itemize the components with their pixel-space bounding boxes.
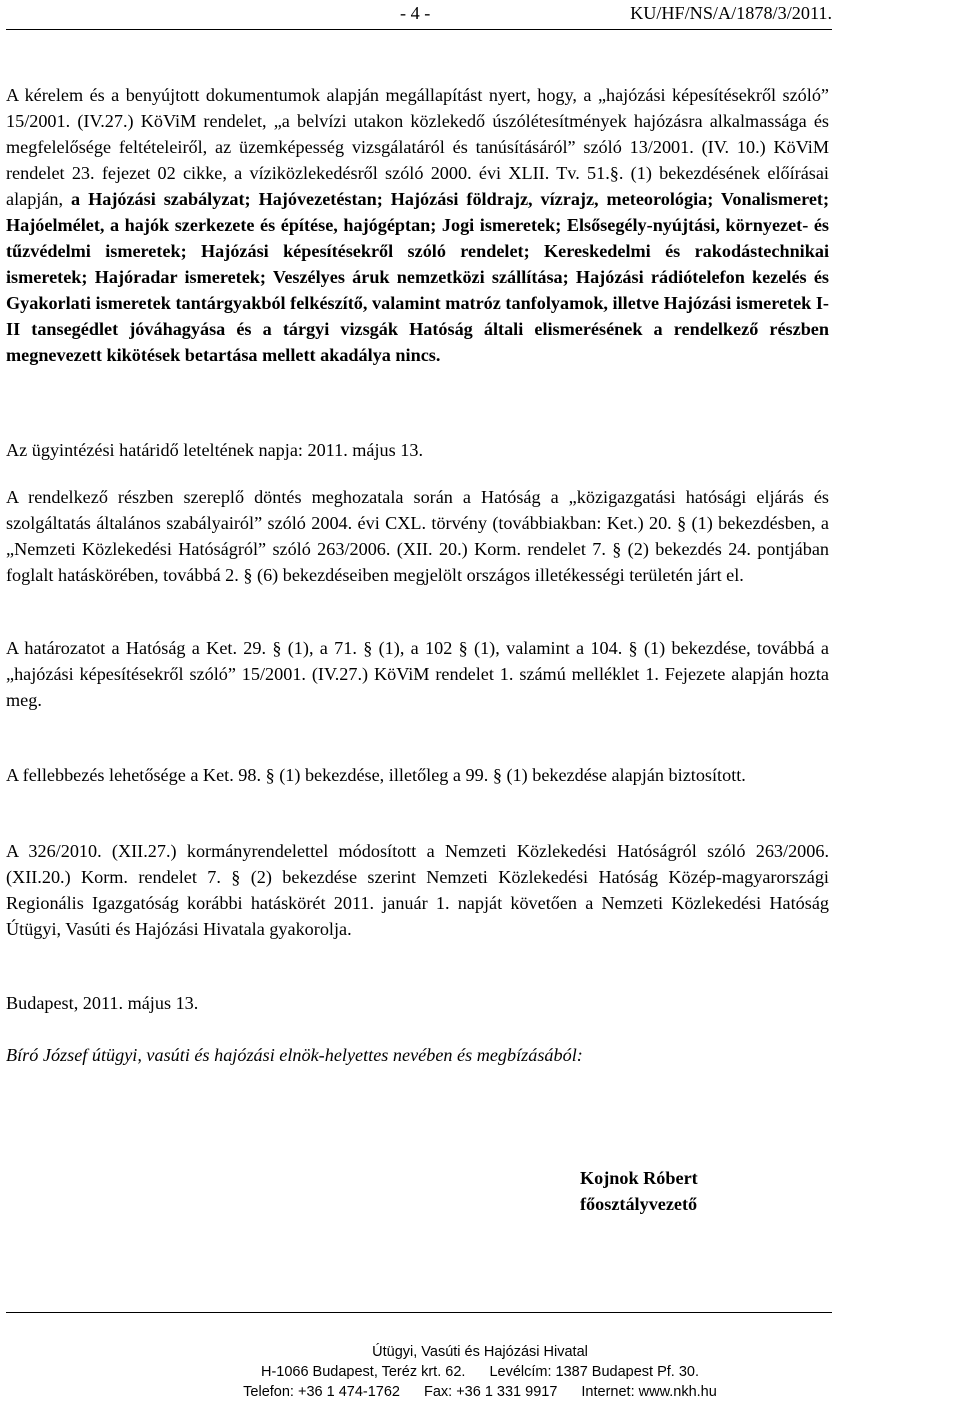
mailing-address: Levélcím: 1387 Budapest Pf. 30. [489, 1364, 700, 1380]
findings-paragraph [6, 82, 829, 368]
document-reference: KU/HF/NS/A/1878/3/2011. [630, 3, 832, 23]
page-header [6, 0, 832, 26]
footer-rule [6, 1312, 832, 1313]
place-date: Budapest, 2011. május 13. [6, 993, 199, 1013]
footer-address-line [0, 1362, 960, 1382]
signatory-title: főosztályvezető [580, 1194, 698, 1214]
competence-paragraph: A 326/2010. (XII.27.) kormányrendelettel módosított a Nemzeti Közlekedési Hatóságról szóló 263/2006. (XII.20.) Korm. rendelet 7. § (2) bekezdése szerint Nemzeti Közlekedési Hatóság Közép-magyarországi Regionális Igazgatóság korábbi hatáskörét 2011. január 1. napját követően a Nemzeti Közlekedési Hatóság Útügyi, Vasúti és Hajózási Hivatala gyakorolja. [6, 841, 829, 939]
deadline-paragraph: Az ügyintézési határidő leteltének napja: 2011. május 13. [6, 440, 424, 460]
legal-basis-paragraph: A határozatot a Hatóság a Ket. 29. § (1), a 71. § (1), a 102 § (1), valamint a 104. § (1) bekezdése, továbbá a „hajózási képesítésekről szóló” 15/2001. (IV.27.) KöViM rendelet 1. számú melléklet 1. Fejezete alapján hozta meg. [6, 638, 829, 710]
phone-number: Telefon: +36 1 474-1762 [243, 1384, 400, 1400]
signatory-name: Kojnok Róbert [580, 1168, 698, 1188]
findings-text: A kérelem és a benyújtott dokumentumok alapján megállapítást nyert, hogy, a „hajózási képesítésekről szóló” 15/2001. (IV.27.) KöViM rendelet, „a belvízi utakon közlekedő úszólétesítmények hajózásra alkalmassága és megfelelősége feltételeiről, az üzemképesség vizsgálatáról és tanúsításáról” szóló 13/2001. (IV. 10.) KöViM rendelet 23. fejezet 02 cikke, a víziközlekedésről szóló 2000. évi XLII. Tv. 51.§. (1) bekezdésének előírásai alapján, [6, 85, 829, 209]
findings-conclusion: a Hajózási szabályzat; Hajóvezetéstan; Hajózási földrajz, vízrajz, meteorológia; Vonalismeret; Hajóelmélet, a hajók szerkezete és építése, hajógéptan; Jogi ismeretek; Elsősegély-nyújtási, környezet- és tűzvédelmi ismeretek; Hajózási képesítésekről szóló rendelet; Kereskedelmi és rakodástechnikai ismeretek; Hajóradar ismeretek; Veszélyes áruk nemzetközi szállítása; Hajózási rádiótelefon kezelés és Gyakorlati ismeretek tantárgyakból felkészítő, valamint matróz tanfolyamok, illetve Hajózási ismeretek I-II tansegédlet jóváhagyása és a tárgyi vizsgák Hatóság általi elismerésének a rendelkező részben megnevezett kikötések betartása mellett akadálya nincs. [6, 189, 830, 365]
appeal-paragraph: A fellebbezés lehetősége a Ket. 98. § (1) bekezdése, illetőleg a 99. § (1) bekezdése alapján biztosított. [6, 765, 746, 785]
jurisdiction-paragraph: A rendelkező részben szereplő döntés meghozatala során a Hatóság a „közigazgatási hatósági eljárás és szolgáltatás általános szabályairól” szóló 2004. évi CXL. törvény (továbbiakban: Ket.) 20. § (1) bekezdésben, a „Nemzeti Közlekedési Hatóságról” szóló 263/2006. (XII. 20.) Korm. rendelet 7. § (2) bekezdés 24. pontjában foglalt hatáskörében, továbbá 2. § (6) bekezdéseiben megjelölt országos illetékességi területén járt el. [6, 487, 829, 585]
header-rule [6, 29, 832, 30]
office-address: H-1066 Budapest, Teréz krt. 62. [260, 1364, 466, 1380]
on-behalf-line: Bíró József útügyi, vasúti és hajózási elnök-helyettes nevében és megbízásából: [6, 1045, 583, 1065]
fax-number: Fax: +36 1 331 9917 [423, 1384, 558, 1400]
page-number: - 4 - [400, 3, 431, 23]
website: Internet: www.nkh.hu [581, 1384, 717, 1400]
footer-office [0, 1342, 960, 1362]
office-name: Útügyi, Vasúti és Hajózási Hivatal [372, 1344, 588, 1360]
footer-contact-line [0, 1382, 960, 1402]
